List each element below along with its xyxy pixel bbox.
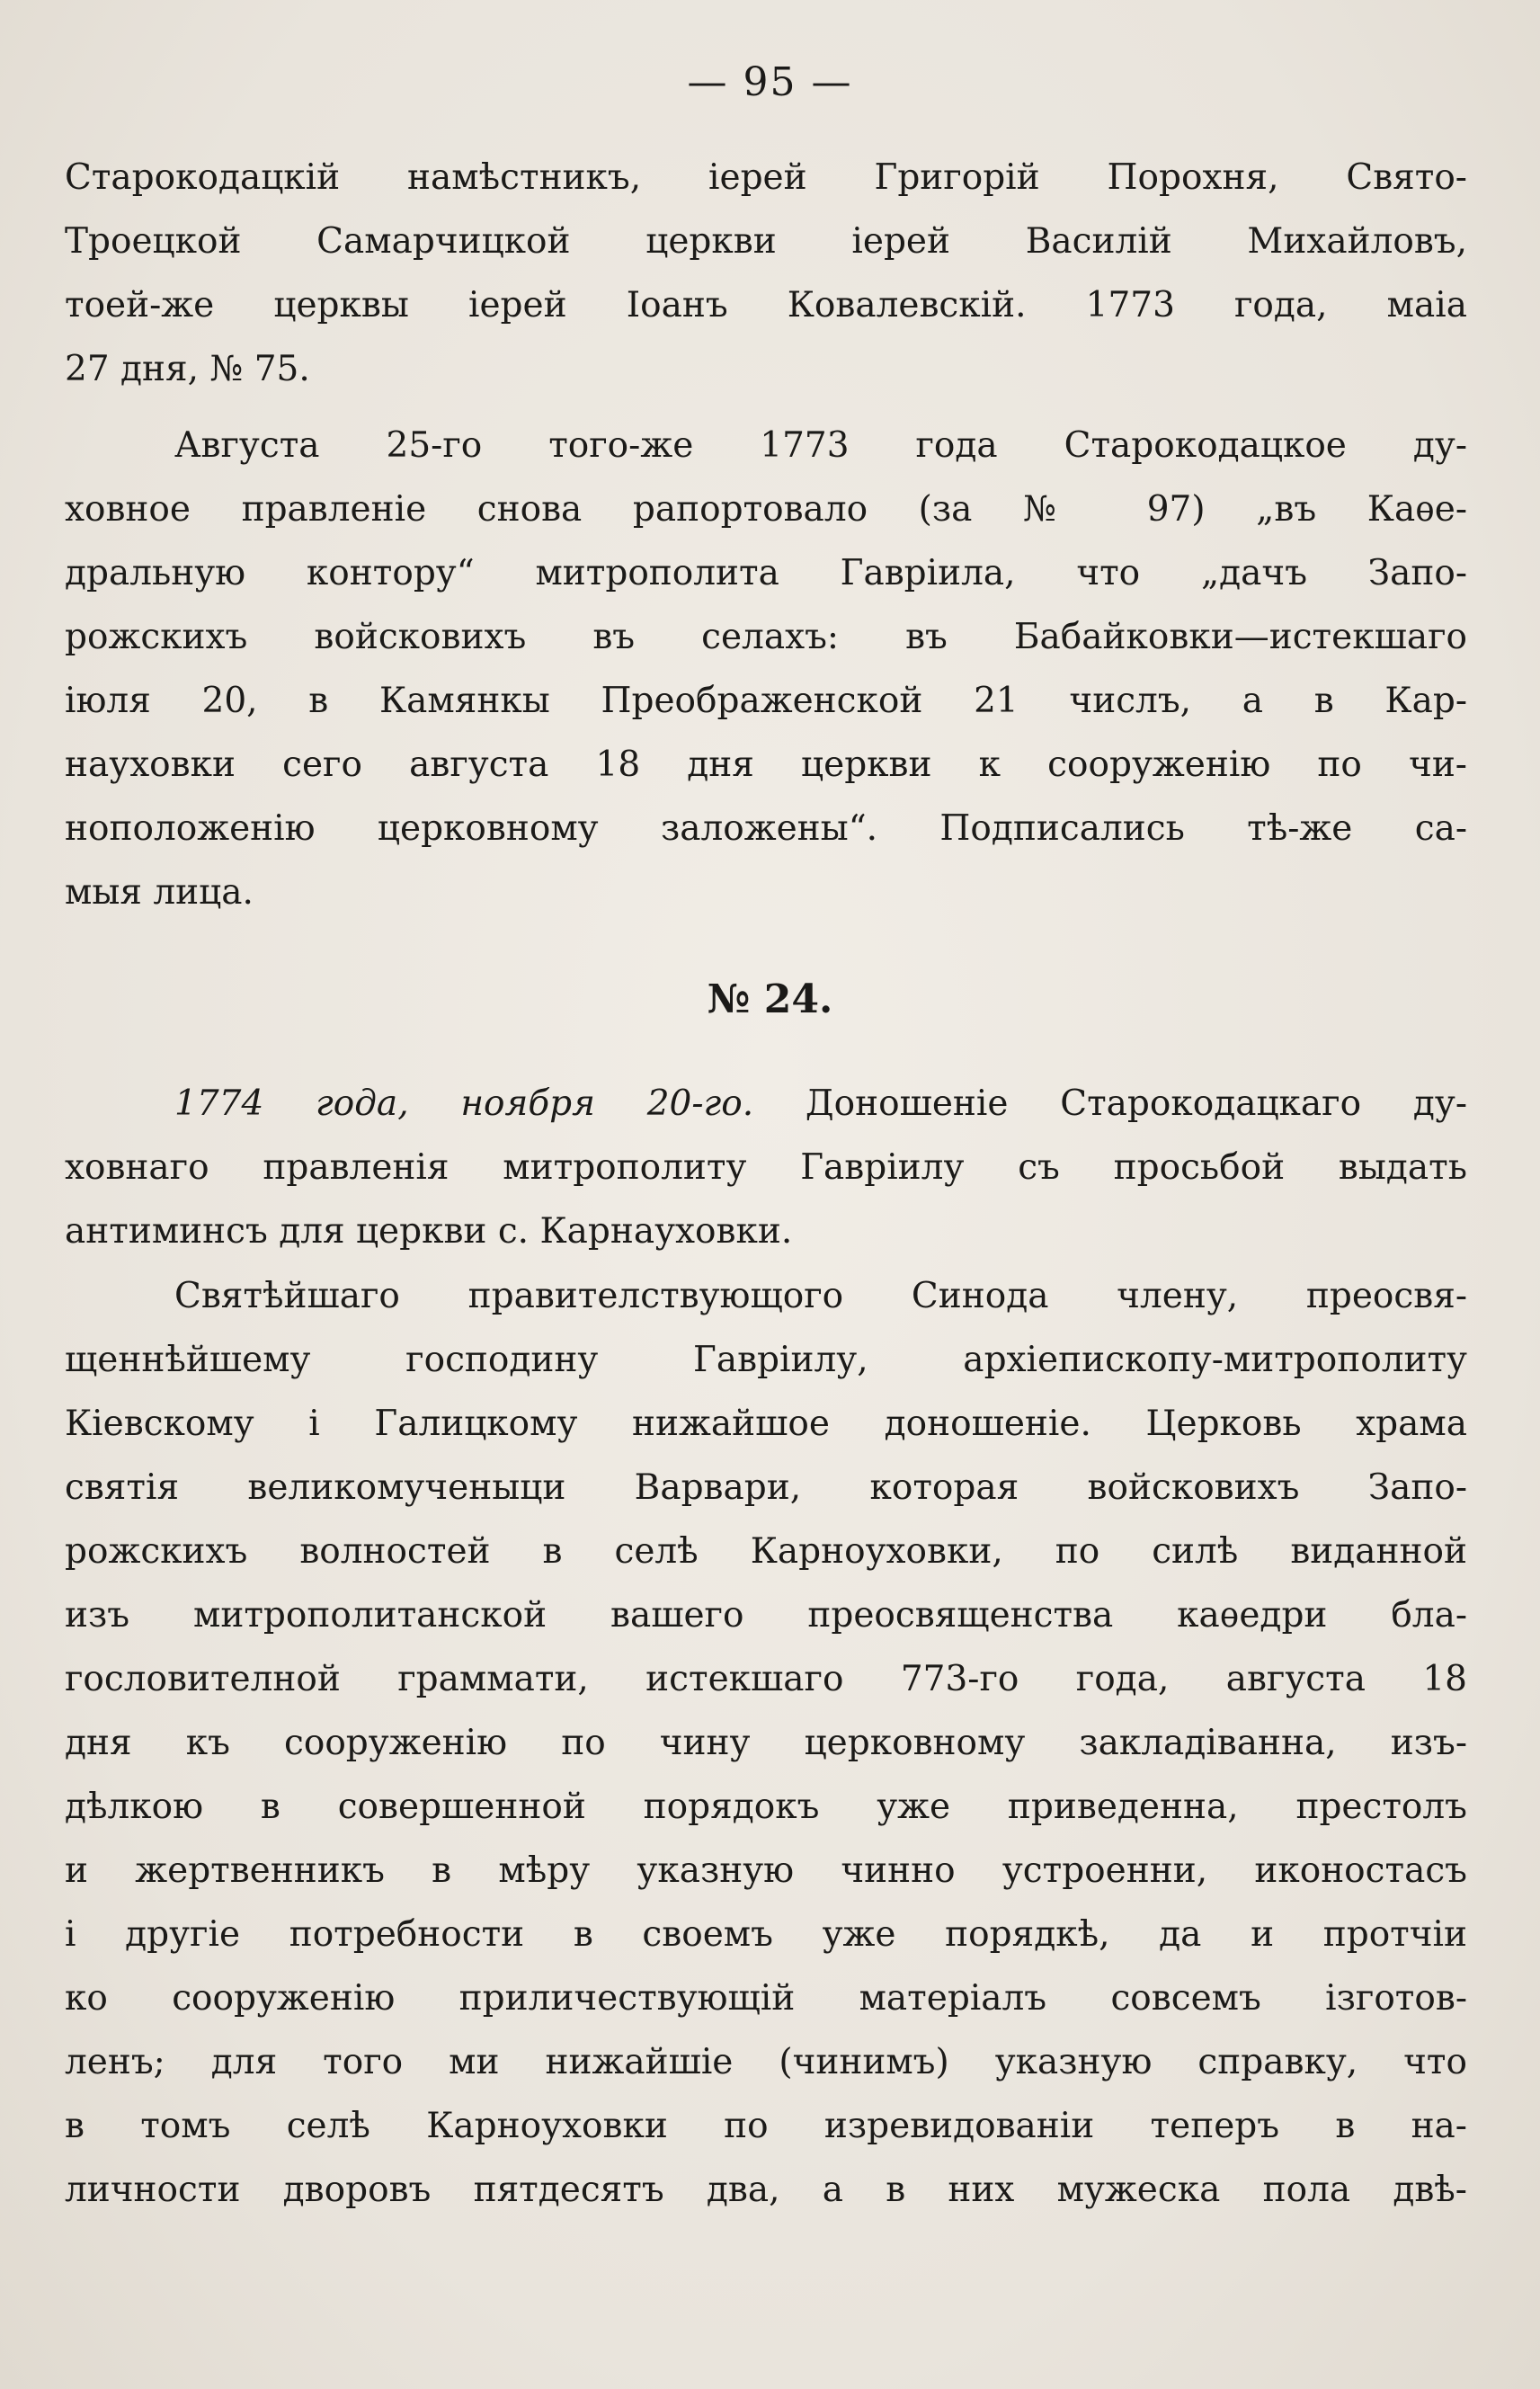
text-line: 27 дня, № 75.: [65, 349, 310, 389]
text-line: мыя лица.: [65, 872, 254, 913]
text-line: рожскихъ войсковихъ въ селахъ: въ Бабайковки—истекшаго: [65, 617, 1467, 657]
text-line: Святѣйшаго правителствующого Синода члену, преосвя-: [174, 1276, 1467, 1316]
text-line: антиминсъ для церкви с. Карнауховки.: [65, 1211, 793, 1252]
text-line: ноположенію церковному заложены“. Подписались тѣ-же са-: [65, 808, 1467, 849]
text-line: рожскихъ волностей в селѣ Карноуховки, по силѣ виданной: [65, 1531, 1467, 1572]
text-line: в томъ селѣ Карноуховки по изревидованіи теперъ в на-: [65, 2106, 1467, 2146]
text-line: ховнаго правленія митрополиту Гавріилу съ просьбой выдать: [65, 1147, 1467, 1188]
text-line: Старокодацкій намѣстникъ, іерей Григорій Порохня, Свято-: [65, 157, 1467, 198]
paragraph-3: [65, 1264, 1467, 2222]
text-line: ко сооруженію приличествующій матеріалъ совсемъ ізготов-: [65, 1978, 1467, 2019]
text-line: дральную контору“ митрополита Гавріила, что „дачъ Запо-: [65, 553, 1467, 593]
text-line: іюля 20, в Камянкы Преображенской 21 числъ, а в Кар-: [65, 681, 1467, 721]
text-line: науховки сего августа 18 дня церкви к сооруженію по чи-: [65, 744, 1467, 785]
text-line: личности дворовъ пятдесятъ два, а в них мужеска пола двѣ-: [65, 2170, 1467, 2210]
text-line: дѣлкою в совершенной порядокъ уже приведенна, престолъ: [65, 1787, 1467, 1827]
paragraph-2: [65, 414, 1467, 924]
text-line: Кіевскому і Галицкому нижайшое доношеніе. Церковь храма: [65, 1404, 1467, 1444]
text-line: дня къ сооруженію по чину церковному закладіванна, изъ-: [65, 1723, 1467, 1763]
text-line: и жертвенникъ в мѣру указную чинно устроенни, иконостасъ: [65, 1850, 1467, 1891]
text-line: щеннѣйшему господину Гавріилу, архіепископу-митрополиту: [65, 1340, 1467, 1380]
text-line: изъ митрополитанской вашего преосвященства каѳедри бла-: [65, 1595, 1467, 1636]
text-line: Троецкой Самарчицкой церкви іерей Василій Михайловъ,: [65, 221, 1467, 262]
document-summary: [65, 1072, 1467, 1263]
text-line: тоей-же церквы іерей Іоанъ Ковалевскій. 1773 года, маіа: [65, 285, 1467, 325]
page-number: — 95 —: [687, 59, 853, 105]
section-heading: № 24.: [707, 976, 833, 1022]
paragraph-1: [65, 146, 1467, 401]
text-line: гословителной граммати, истекшаго 773-го года, августа 18: [65, 1659, 1467, 1699]
text-line: ховное правленіе снова рапортовало (за № 97) „въ Каѳе-: [65, 489, 1467, 530]
text-line: ленъ; для того ми нижайшіе (чинимъ) указную справку, что: [65, 2042, 1467, 2082]
text-line: і другіе потребности в своемъ уже порядкѣ, да и протчіи: [65, 1914, 1467, 1955]
text-line: Августа 25-го того-же 1773 года Старокодацкое ду-: [174, 425, 1467, 466]
document-date: 1774 года, ноября 20-го.: [174, 1083, 754, 1124]
text-line: [65, 1072, 1467, 1136]
text-line: святія великомученыци Варвари, которая войсковихъ Запо-: [65, 1467, 1467, 1508]
summary-text: Доношеніе Старокодацкаго ду-: [805, 1083, 1467, 1124]
